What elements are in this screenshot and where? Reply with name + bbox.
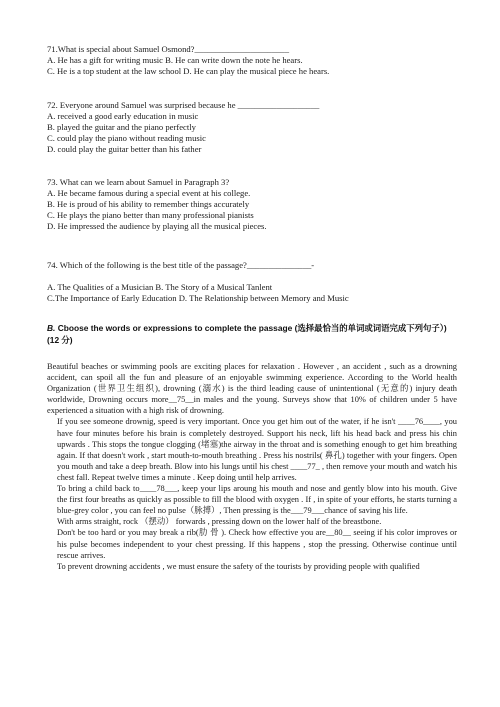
section-b-label: B. [47, 323, 56, 333]
question-71-options-cd: C. He is a top student at the law school D. He can play the musical piece he hears. [47, 66, 330, 76]
section-b-instruction: Cboose the words or expressions to complete the passage (选择最恰当的单词或词语完成下列句子）) [55, 323, 447, 333]
question-71 [47, 44, 467, 77]
passage-paragraph-6: To prevent drowning accidents , we must ensure the safety of the tourists by providing people with qualified [57, 561, 420, 571]
passage-paragraph-4: With arms straight, rock （摆动） forwards , pressing down on the lower half of the breastbone. [57, 517, 382, 527]
section-b-heading [47, 322, 477, 346]
question-74-options-ab: A. The Qualities of a Musician B. The Story of a Musical Tanlent [47, 282, 273, 292]
question-71-stem: 71.What is special about Samuel Osmond?______________________ [47, 44, 290, 54]
question-72-option-b: B. played the guitar and the piano perfectly [47, 122, 196, 132]
question-72-stem: 72. Everyone around Samuel was surprised because he ___________________ [47, 100, 320, 110]
section-b-points: (12 分) [47, 335, 73, 345]
question-72-option-d: D. could play the guitar better than his father [47, 144, 202, 154]
question-71-options-ab: A. He has a gift for writing music B. He can write down the note he hears. [47, 55, 303, 65]
question-73-option-c: C. He plays the piano better than many professional pianists [47, 210, 254, 220]
spacer [47, 271, 467, 282]
question-72-option-c: C. could play the piano without reading music [47, 133, 206, 143]
passage-paragraph-5: Don't be too hard or you may break a rib(肋 骨 ). Check how effective you are__80__ seeing if his color improves or his pulse becomes independent to your chest pressing. If this happens , stop the pressing. Otherwise continue until rescue arrives. [57, 528, 457, 560]
question-74-options-cd: C.The Importance of Early Education D. The Relationship between Memory and Music [47, 293, 349, 303]
question-73-stem: 73. What can we learn about Samuel in Paragraph 3? [47, 177, 230, 187]
question-72 [47, 100, 467, 155]
question-73 [47, 177, 467, 232]
passage-paragraph-3: To bring a child back to____78___, keep your lips aroung his mouth and nose and gently blow into his mouth. Give the first four breaths as quickly as possible to fill the blood with oxygen . If , in spite of your efforts, he starts turning a blue-grey color , you can feel no pulse（脉搏）, Then pressing is the___79___chance of saving his life. [57, 484, 457, 516]
cloze-passage [47, 361, 457, 572]
passage-paragraph-2: If you see someone drownig, speed is very important. Once you get him out of the water, if he isn't ____76____, you have four minutes before his brain is completely destroyed. Support his neck, lift his head back and press his chin upwards . This stops the tongue clogging (堵塞)the airway in the throat and is something enough to get him breathing again. If that doesn't work , start mouth-to-mouth breathing . Press his nostrils( 鼻孔) together with your fingers. Open you mouth and take a deep breath. Blow into his lungs until his chest ____77_ , then remove your mouth and watch his chest fall. Repeat twelve times a minute . Keep doing until help arrives. [57, 417, 457, 482]
question-73-option-b: B. He is proud of his ability to remember things accurately [47, 199, 250, 209]
question-74 [47, 260, 467, 304]
question-73-option-a: A. He became famous during a special event at his college. [47, 188, 251, 198]
question-72-option-a: A. received a good early education in music [47, 111, 199, 121]
question-74-stem: 74. Which of the following is the best title of the passage?_______________- [47, 260, 315, 270]
question-73-option-d: D. He impressed the audience by playing all the musical pieces. [47, 221, 267, 231]
passage-paragraph-1: Beautiful beaches or swimming pools are exciting places for relaxation . However , an accident , such as a drowning accident, can spoil all the fun and pleasure of an enjoyable swimming experience. According to the World health Organization (世界卫生组织), drowning (溺水) is the third leading cause of unintentional (无意的) injury death worldwide, Drowning occurs more__75__in males and the young. Surveys show that 10% of children under 5 have experienced a situation with a high risk of drowning. [47, 362, 457, 416]
